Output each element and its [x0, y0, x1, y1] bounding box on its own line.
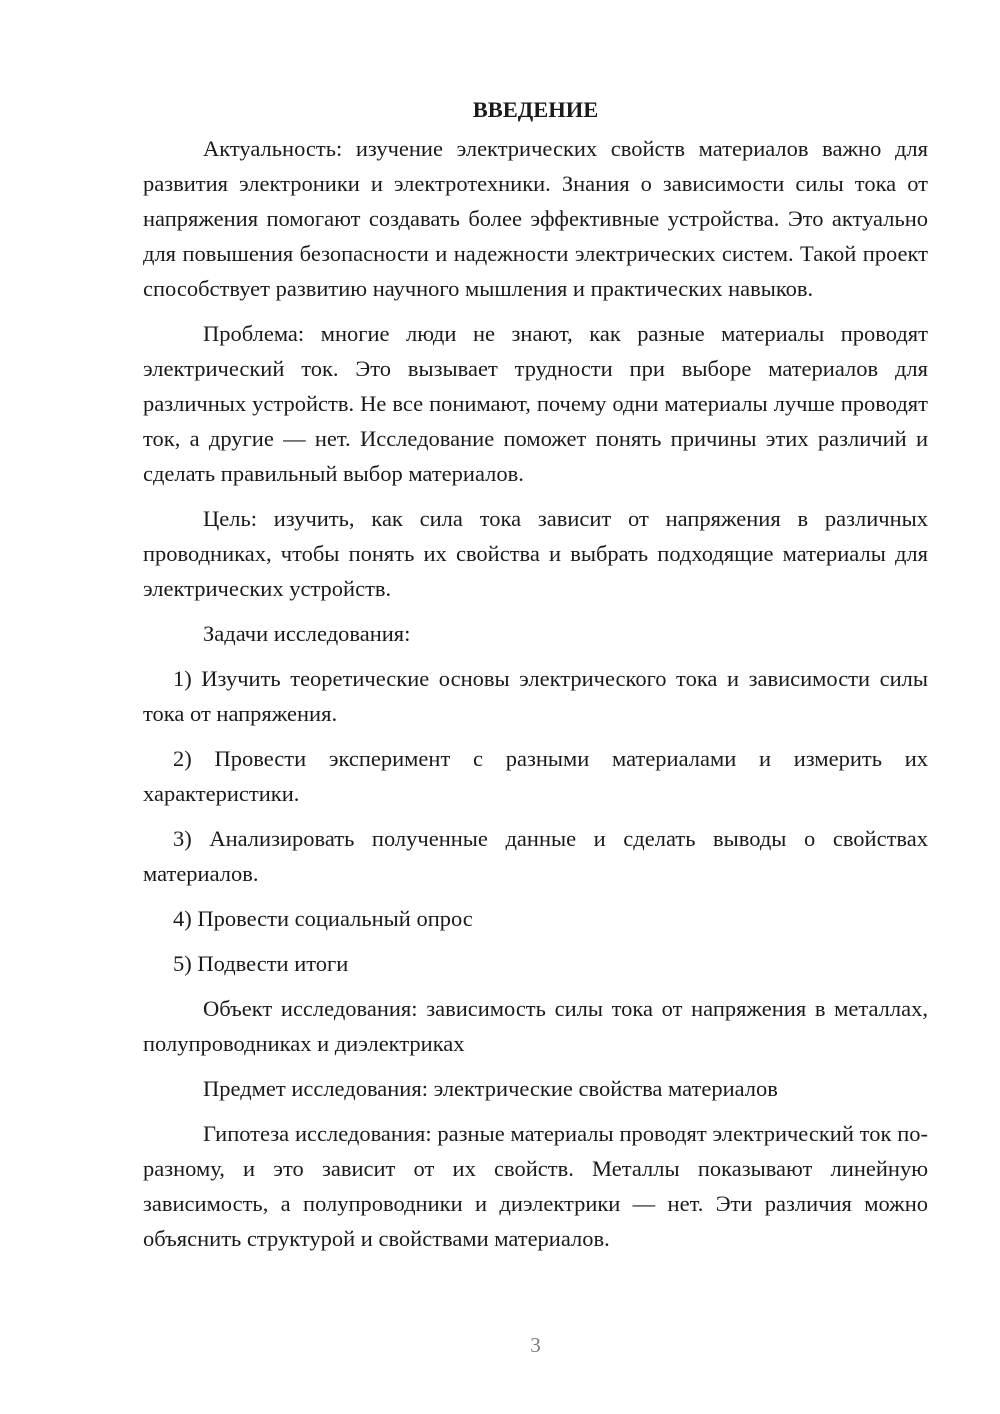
tasks-heading: Задачи исследования:	[203, 621, 411, 646]
list-item: 3) Анализировать полученные данные и сделать выводы о свойствах материалов.	[143, 826, 928, 886]
paragraph-hypothesis: Гипотеза исследования: разные материалы проводят электрический ток по-разному, и это зависит от их свойств. Металлы показывают линейную зависимость, а полупроводники и диэлектрики — нет. Эти различия можно объяснить структурой и свойствами материалов.	[143, 1121, 928, 1251]
paragraph-object: Объект исследования: зависимость силы тока от напряжения в металлах, полупроводниках и диэлектриках	[143, 996, 928, 1056]
paragraph-subject: Предмет исследования: электрические свойства материалов	[203, 1076, 778, 1101]
page-number: 3	[530, 1333, 541, 1357]
list-item: 5) Подвести итоги	[173, 951, 349, 976]
paragraph-problem: Проблема: многие люди не знают, как разные материалы проводят электрический ток. Это вызывает трудности при выборе материалов для различных устройств. Не все понимают, почему одни материалы лучше проводят ток, а другие — нет. Исследование поможет понять причины этих различий и сделать правильный выбор материалов.	[143, 321, 928, 486]
paragraph-goal: Цель: изучить, как сила тока зависит от напряжения в различных проводниках, чтобы понять их свойства и выбрать подходящие материалы для электрических устройств.	[143, 506, 928, 601]
page-title: ВВЕДЕНИЕ	[472, 97, 599, 122]
document-page	[143, 92, 928, 1266]
list-item: 2) Провести эксперимент с разными материалами и измерить их характеристики.	[143, 746, 928, 806]
paragraph-relevance: Актуальность: изучение электрических свойств материалов важно для развития электроники и электротехники. Знания о зависимости силы тока от напряжения помогают создавать более эффективные устройства. Это актуально для повышения безопасности и надежности электрических систем. Такой проект способствует развитию научного мышления и практических навыков.	[143, 136, 928, 301]
list-item: 1) Изучить теоретические основы электрического тока и зависимости силы тока от напряжения.	[143, 666, 928, 726]
list-item: 4) Провести социальный опрос	[173, 906, 473, 931]
tasks-list	[143, 661, 928, 981]
